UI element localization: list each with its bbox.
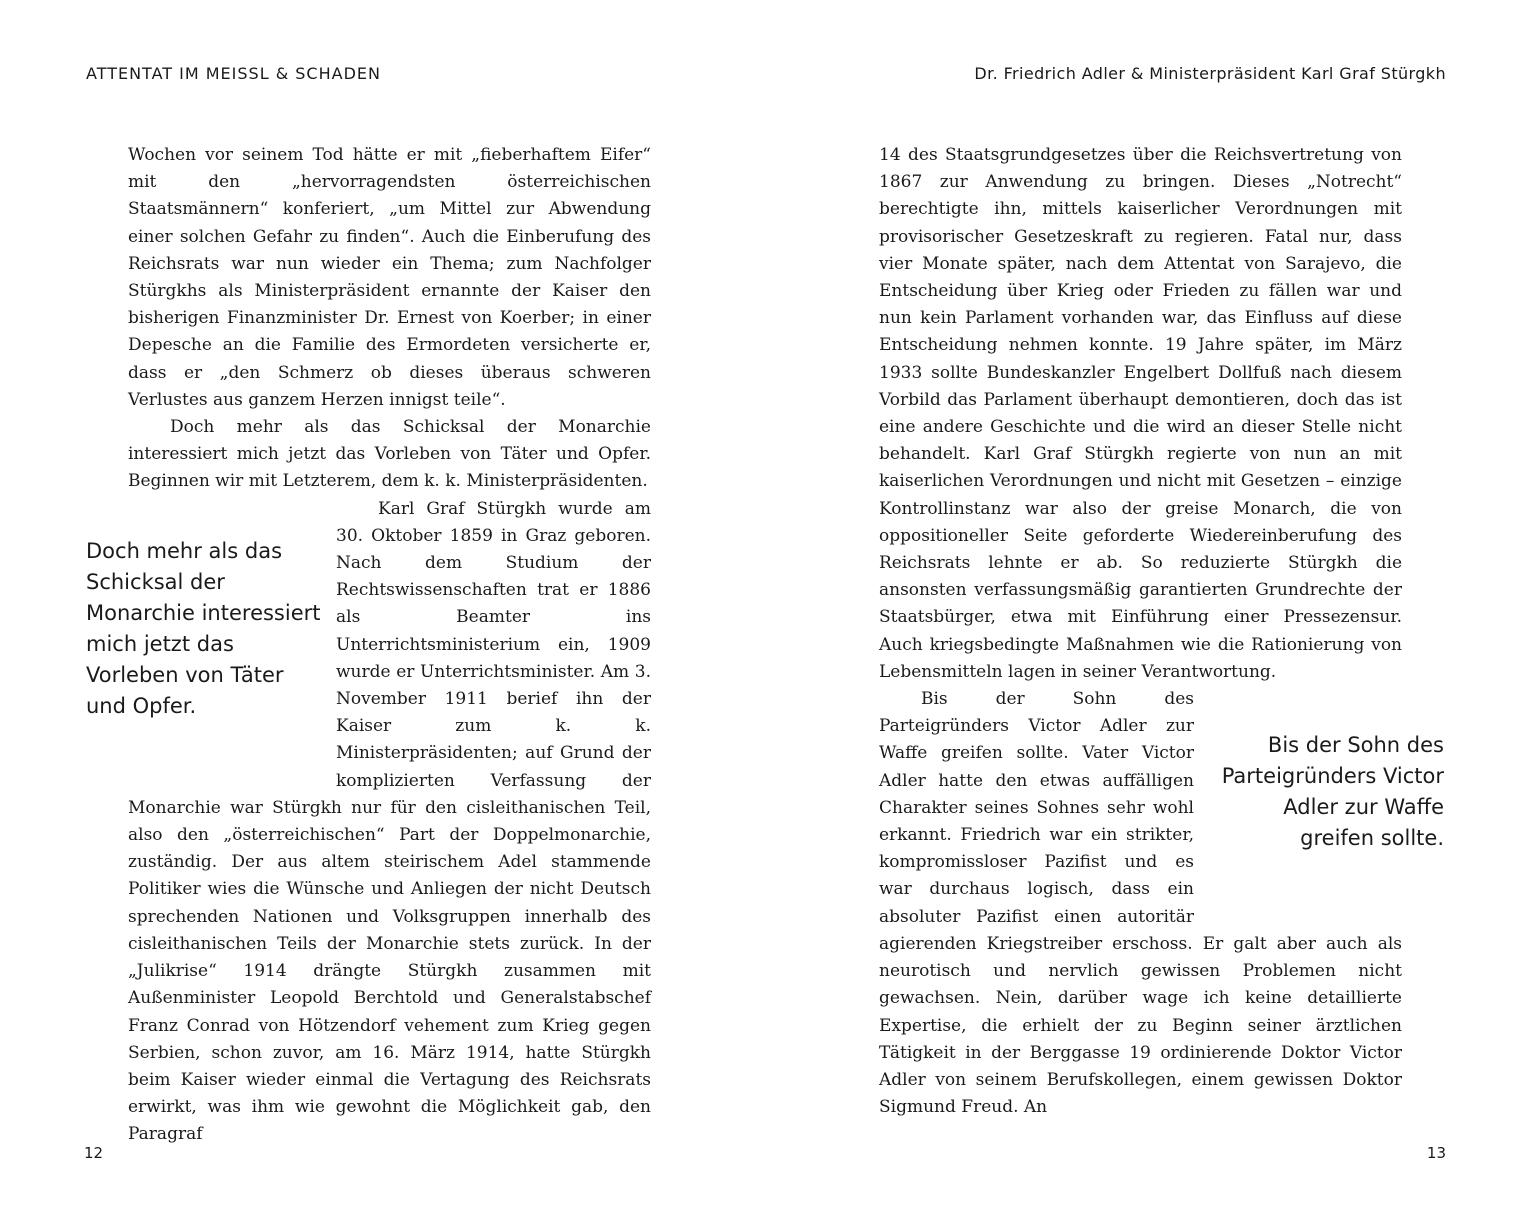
body-text-left [86, 142, 651, 1149]
pull-quote-right: Bis der Sohn des Parteigründers Victor Adler zur Waffe greifen sollte. [1221, 733, 1444, 851]
right-page [765, 0, 1530, 1218]
page-number-right: 13 [1426, 1144, 1446, 1162]
pull-quote-left: Doch mehr als das Schicksal der Monarchie interessiert mich jetzt das Vorleben von Täter und Opfer. [86, 538, 321, 718]
paragraph: Karl Graf Stürgkh wurde am 30. Oktober 1859 in Graz geboren. Nach dem Studium der Rechtswissenschaften trat er 1886 als Beamter ins Unterrichtsministerium ein, 1909 wurde er Unterrichtsminister. Am 3. November 1911 berief ihn der Kaiser zum k. k. Ministerpräsidenten; auf Grund der komplizierten Verfassung der Monarchie war Stürgkh nur für den cisleithanischen Teil, also den „österreichischen“ Part der Doppelmonarchie, zuständig. Der aus altem steirischem Adel stammende Politiker wies die Wünsche und Anliegen der nicht Deutsch sprechenden Nationen und Volksgruppen innerhalb des cisleithanischen Teils der Monarchie stets zurück. In der „Julikrise“ 1914 drängte Stürgkh zusammen mit Außenminister Leopold Berchtold und Generalstabschef Franz Conrad von Hötzendorf vehement zum Krieg gegen Serbien, schon zuvor, am 16. März 1914, hatte Stürgkh beim Kaiser wieder einmal die Vertagung des Reichsrats erwirkt, was ihm wie gewohnt die Möglichkeit gab, den Paragraf [128, 498, 651, 1145]
body-text-right [879, 142, 1444, 1121]
paragraph: Wochen vor seinem Tod hätte er mit „fieberhaftem Eifer“ mit den „hervorragendsten österreichischen Staatsmännern“ konferiert, „um Mittel zur Abwendung einer solchen Gefahr zu finden“. Auch die Einberufung des Reichsrats war nun wieder ein Thema; zum Nachfolger Stürgkhs als Ministerpräsident ernannte der Kaiser den bisherigen Finanzminister Dr. Ernest von Koerber; in einer Depesche an die Familie des Ermordeten versicherte er, dass er „den Schmerz ob dieses überaus schweren Verlustes aus ganzem Herzen innigst teile“. [128, 145, 651, 410]
page-number-left: 12 [84, 1144, 104, 1162]
paragraph: Doch mehr als das Schicksal der Monarchie interessiert mich jetzt das Vorleben von Täter und Opfer. Beginnen wir mit Letzterem, dem k. k. Ministerpräsidenten. [128, 417, 651, 492]
paragraph: Bis der Sohn des Parteigründers Victor Adler zur Waffe greifen sollte. Vater Victor Adler hatte den etwas auffälligen Charakter seines Sohnes sehr wohl erkannt. Friedrich war ein strikter, kompromissloser Pazifist und es war durchaus logisch, dass ein absoluter Pazifist einen autoritär agierenden Kriegstreiber erschoss. Er galt aber auch als neurotisch und nervlich gewissen Problemen nicht gewachsen. Nein, darüber wage ich keine detaillierte Expertise, die erhielt der zu Beginn seiner ärztlichen Tätigkeit in der Berggasse 19 ordinierende Doktor Victor Adler von seinem Berufskollegen, einem gewissen Doktor Sigmund Freud. An [879, 689, 1402, 1118]
paragraph: 14 des Staatsgrundgesetzes über die Reichsvertretung von 1867 zur Anwendung zu bringen. Dieses „Notrecht“ berechtigte ihn, mittels kaiserlicher Verordnungen mit provisorischer Gesetzeskraft zu regieren. Fatal nur, dass vier Monate später, nach dem Attentat von Sarajevo, die Entscheidung über Krieg oder Frieden zu fällen war und nun kein Parlament vorhanden war, das Einfluss auf diese Entscheidung nehmen konnte. 19 Jahre später, im März 1933 sollte Bundeskanzler Engelbert Dollfuß nach diesem Vorbild das Parlament überhaupt demontieren, doch das ist eine andere Geschichte und die wird an dieser Stelle nicht behandelt. Karl Graf Stürgkh regierte von nun an mit kaiserlichen Verordnungen und nicht mit Gesetzen – einzige Kontrollinstanz war also der greise Monarch, die von oppositioneller Seite geforderte Wiedereinberufung des Reichsrats lehnte er ab. So reduzierte Stürgkh die ansonsten verfassungsmäßig garantierten Grundrechte der Staatsbürger, etwa mit Einführung einer Pressezensur. Auch kriegsbedingte Maßnahmen wie die Rationierung von Lebensmitteln lagen in seiner Verantwortung. [879, 145, 1402, 682]
running-head-right: Dr. Friedrich Adler & Ministerpräsident Karl Graf Stürgkh [974, 64, 1446, 83]
running-head-left: ATTENTAT IM MEISSL & SCHADEN [86, 64, 381, 83]
